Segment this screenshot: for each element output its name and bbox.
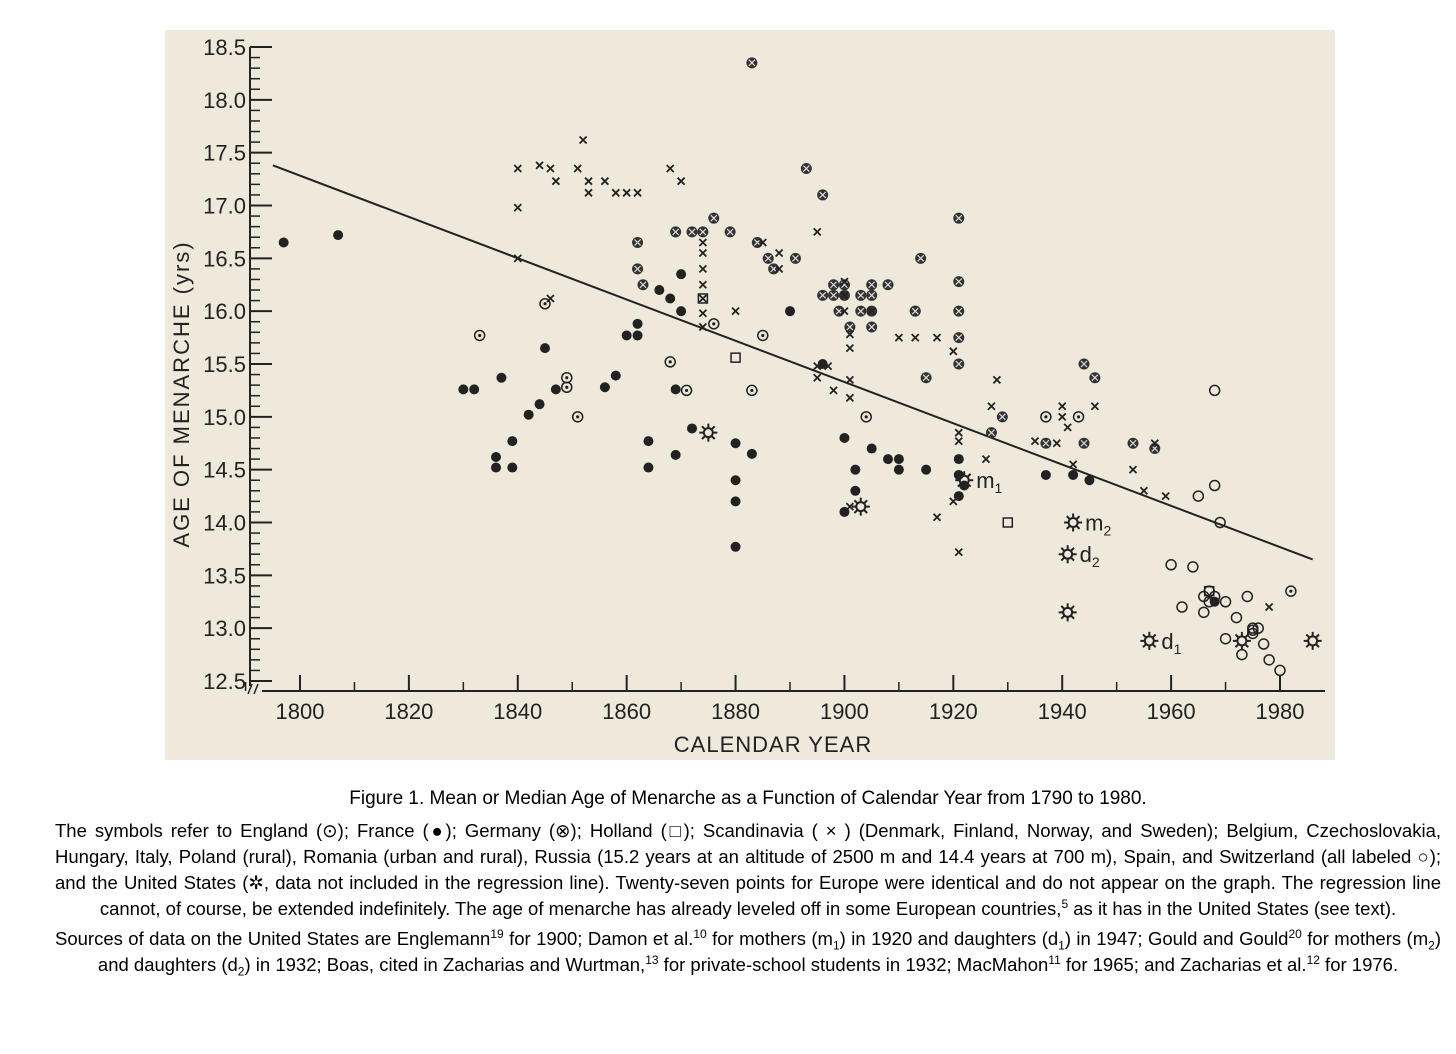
data-point-filled-circle — [540, 343, 550, 353]
data-point-filled-circle — [665, 293, 675, 303]
caption-text: for 1900; Damon et al. — [503, 928, 694, 949]
y-tick-label: 15.0 — [203, 404, 246, 430]
data-point-crossed-circle — [953, 306, 964, 317]
data-point-cross — [623, 189, 630, 196]
data-point-cross — [585, 178, 592, 185]
caption-text: The symbols refer to England (⊙); France (●); Germany (⊗); Holland (□); Scandinavia ( × ) (Denmark, Finland, Norway, and Sweden); Belgium, Czechoslovakia, Hungary, Italy, Poland (rural), Romania (urban and rural), Russia (15.2 years at an altitude of 2500 m and 14.4 years at 700 m), Spain, and Switzerland (all labeled ○); and the United States (✲, data not included in the regression line). Twenty-seven points for Europe were identical and do not appear on the graph. The regression line cannot, of course, be extended indefinitely. The age of menarche has already leveled off in some European countries, — [55, 820, 1441, 919]
data-point-filled-circle — [850, 465, 860, 475]
data-point-cross — [634, 189, 641, 196]
data-point-cross — [776, 250, 783, 257]
caption-superscript: 11 — [1048, 952, 1061, 967]
caption-superscript: 5 — [1061, 896, 1069, 911]
data-point-crossed-circle — [953, 332, 964, 343]
caption-text: ) and daughters (d — [97, 928, 1441, 975]
data-point-cross — [1032, 438, 1039, 445]
data-point-cross — [612, 189, 619, 196]
caption-superscript: 10 — [693, 926, 707, 941]
data-point-cross — [601, 178, 608, 185]
data-point-cross — [955, 549, 962, 556]
data-point-open-circle — [1275, 665, 1285, 675]
data-point-cross — [699, 250, 706, 257]
data-point-crossed-circle — [997, 411, 1008, 422]
x-tick-label: 1840 — [493, 699, 543, 724]
annotation-subscript: 1 — [1173, 640, 1182, 657]
data-point-cross — [846, 394, 853, 401]
data-point-cross — [574, 165, 581, 172]
data-point-crossed-circle — [866, 290, 877, 301]
data-point-open-circle — [1237, 650, 1247, 660]
data-point-circle-dot — [747, 385, 757, 395]
caption-text: for 1965; and Zacharias et al. — [1060, 954, 1307, 975]
data-point-filled-circle — [1041, 470, 1051, 480]
data-point-circle-dot — [758, 330, 768, 340]
data-point-filled-circle — [633, 330, 643, 340]
data-point-sunburst — [1233, 632, 1251, 650]
caption-text: Sources of data on the United States are Englemann — [55, 928, 491, 949]
data-point-open-circle — [1193, 491, 1203, 501]
data-point-crossed-circle — [844, 322, 855, 333]
data-point-cross — [846, 376, 853, 383]
data-point-cross — [950, 498, 957, 505]
data-point-crossed-circle — [1149, 443, 1160, 454]
annotation-subscript: 1 — [994, 480, 1003, 497]
data-point-open-circle — [1221, 597, 1231, 607]
data-point-cross — [912, 334, 919, 341]
data-point-filled-circle — [654, 285, 664, 295]
data-point-filled-circle — [883, 454, 893, 464]
caption-paragraph-sources — [55, 926, 1441, 978]
x-tick-label: 1960 — [1146, 699, 1196, 724]
data-point-cross — [895, 334, 902, 341]
data-point-sunburst — [1059, 545, 1077, 563]
caption-superscript: 13 — [645, 952, 659, 967]
data-point-crossed-circle — [953, 276, 964, 287]
data-point-circle-dot — [1074, 412, 1084, 422]
data-point-cross — [993, 376, 1000, 383]
data-point-filled-circle — [507, 436, 517, 446]
data-point-crossed-circle — [632, 263, 643, 274]
x-tick-label: 1800 — [275, 699, 325, 724]
data-point-circle-dot — [573, 412, 583, 422]
data-point-crossed-circle — [752, 237, 763, 248]
x-tick-label: 1940 — [1037, 699, 1087, 724]
data-point-filled-circle — [731, 496, 741, 506]
y-tick-label: 16.0 — [203, 299, 246, 325]
annotation-letter: d — [1161, 628, 1174, 654]
data-point-sunburst — [1140, 632, 1158, 650]
caption-text: ) in 1932; Boas, cited in Zacharias and Wurtman, — [244, 954, 646, 975]
caption-text: for mothers (m — [1301, 928, 1429, 949]
data-point-filled-circle — [731, 438, 741, 448]
caption-paragraph-symbols — [55, 818, 1441, 922]
data-point-filled-circle — [600, 382, 610, 392]
data-point-filled-circle — [921, 465, 931, 475]
data-point-filled-circle — [491, 452, 501, 462]
data-point-open-circle — [1210, 481, 1220, 491]
data-point-open-circle — [1242, 591, 1252, 601]
data-point-crossed-circle — [746, 57, 757, 68]
data-point-cross — [1091, 403, 1098, 410]
data-point-filled-circle — [643, 436, 653, 446]
regression-line — [273, 165, 1313, 559]
data-point-filled-circle — [747, 449, 757, 459]
data-point-crossed-circle — [817, 189, 828, 200]
annotation-letter: m — [976, 468, 995, 494]
data-point-filled-circle — [496, 373, 506, 383]
caption-text: ) in 1920 and daughters (d — [839, 928, 1059, 949]
data-point-sunburst — [1064, 514, 1082, 532]
caption-subscript: 1 — [1058, 938, 1065, 953]
data-point-open-circle — [1166, 560, 1176, 570]
data-point-circle-dot — [1041, 412, 1051, 422]
data-point-cross — [955, 438, 962, 445]
data-point-filled-circle — [535, 399, 545, 409]
data-point-filled-circle — [1084, 475, 1094, 485]
data-point-open-circle — [1259, 639, 1269, 649]
data-point-filled-circle — [622, 330, 632, 340]
scatter-chart — [165, 30, 1335, 760]
data-point-filled-circle — [671, 450, 681, 460]
data-point-crossed-circle — [828, 279, 839, 290]
data-point-cross — [1070, 461, 1077, 468]
data-point-circle-dot — [709, 319, 719, 329]
data-point-filled-circle — [469, 384, 479, 394]
data-point-cross — [552, 178, 559, 185]
data-point-sunburst — [955, 471, 973, 489]
data-point-cross — [514, 165, 521, 172]
x-tick-label: 1920 — [928, 699, 978, 724]
data-point-cross — [846, 345, 853, 352]
data-point-cross — [1266, 604, 1273, 611]
data-point-open-circle — [1231, 613, 1241, 623]
data-point-crossed-circle — [768, 263, 779, 274]
data-point-crossed-circle — [834, 306, 845, 317]
data-point-square — [1003, 518, 1012, 527]
x-tick-label: 1980 — [1255, 699, 1305, 724]
y-tick-label: 14.0 — [203, 510, 246, 536]
data-point-cross — [580, 136, 587, 143]
data-point-crossed-circle — [921, 372, 932, 383]
data-point-filled-circle — [1068, 470, 1078, 480]
x-tick-label: 1860 — [602, 699, 652, 724]
data-point-cross — [1059, 413, 1066, 420]
data-point-cross — [1064, 424, 1071, 431]
data-point-filled-circle — [551, 384, 561, 394]
data-point-filled-circle — [867, 444, 877, 454]
data-point-open-circle — [1177, 602, 1187, 612]
data-point-filled-circle — [894, 454, 904, 464]
data-point-cross — [1162, 493, 1169, 500]
data-point-cross — [732, 308, 739, 315]
data-point-crossed-circle — [866, 279, 877, 290]
data-point-cross — [667, 165, 674, 172]
data-point-open-circle — [1188, 562, 1198, 572]
chart-area — [165, 30, 1335, 760]
data-point-circle-dot — [562, 373, 572, 383]
data-point-cross — [585, 189, 592, 196]
y-tick-label: 16.5 — [203, 246, 246, 272]
data-point-cross — [988, 403, 995, 410]
annotation-letter: m — [1085, 510, 1104, 536]
data-point-sunburst — [1304, 632, 1322, 650]
caption-subscript: 1 — [832, 938, 840, 953]
annotation-subscript: 2 — [1091, 554, 1100, 571]
data-point-circle-dot — [1286, 586, 1296, 596]
data-point-filled-circle — [507, 463, 517, 473]
data-point-filled-circle — [279, 237, 289, 247]
data-point-crossed-circle — [687, 226, 698, 237]
data-point-crossed-circle — [1079, 359, 1090, 370]
data-point-filled-circle — [458, 384, 468, 394]
figure-caption — [55, 786, 1441, 982]
data-point-cross — [699, 310, 706, 317]
data-point-crossed-circle — [855, 306, 866, 317]
data-point-open-circle — [1199, 607, 1209, 617]
data-point-crossed-circle — [915, 253, 926, 264]
data-point-square — [731, 353, 740, 362]
caption-text: ) in 1947; Gould and Gould — [1064, 928, 1289, 949]
data-point-cross — [1130, 466, 1137, 473]
data-point-crossed-circle — [790, 253, 801, 264]
data-point-open-circle — [1264, 655, 1274, 665]
data-point-circle-dot — [682, 385, 692, 395]
data-point-cross — [1053, 440, 1060, 447]
data-point-filled-circle — [671, 384, 681, 394]
data-point-cross — [699, 281, 706, 288]
data-point-cross — [814, 228, 821, 235]
caption-text: for mothers (m — [706, 928, 833, 949]
data-point-cross — [1059, 403, 1066, 410]
y-tick-label: 17.0 — [203, 193, 246, 219]
data-point-crossed-circle — [708, 213, 719, 224]
data-point-crossed-circle — [1079, 438, 1090, 449]
caption-title: Figure 1. Mean or Median Age of Menarche as a Function of Calendar Year from 1790 to 1980. — [349, 788, 1147, 809]
point-annotation — [1080, 542, 1100, 570]
data-point-filled-circle — [731, 542, 741, 552]
data-point-crossed-circle — [910, 306, 921, 317]
y-tick-label: 14.5 — [203, 457, 246, 483]
data-point-crossed-circle — [855, 290, 866, 301]
data-point-cross — [934, 334, 941, 341]
annotation-subscript: 2 — [1103, 522, 1112, 539]
data-point-filled-circle — [633, 319, 643, 329]
data-point-crossed-circle — [725, 226, 736, 237]
data-point-filled-circle — [333, 230, 343, 240]
data-point-circle-dot — [475, 330, 485, 340]
y-tick-label: 18.0 — [203, 87, 246, 113]
caption-text: for private-school students in 1932; MacMahon — [658, 954, 1049, 975]
caption-superscript: 12 — [1306, 952, 1320, 967]
data-point-crossed-circle — [801, 163, 812, 174]
data-point-crossed-circle — [866, 322, 877, 333]
caption-subscript: 2 — [237, 964, 245, 979]
data-point-cross — [699, 295, 706, 302]
data-point-open-circle — [1221, 634, 1231, 644]
caption-superscript: 19 — [490, 926, 504, 941]
y-tick-label: 13.5 — [203, 563, 246, 589]
data-point-filled-circle — [731, 475, 741, 485]
data-point-crossed-circle — [883, 279, 894, 290]
data-point-crossed-circle — [670, 226, 681, 237]
y-tick-label: 17.5 — [203, 140, 246, 166]
data-point-circle-dot — [562, 382, 572, 392]
data-point-crossed-circle — [953, 359, 964, 370]
data-point-cross — [699, 265, 706, 272]
data-point-cross — [955, 429, 962, 436]
data-point-circle-dot — [861, 412, 871, 422]
data-point-crossed-circle — [828, 290, 839, 301]
caption-subscript: 2 — [1428, 938, 1435, 953]
data-point-open-circle — [1210, 385, 1220, 395]
point-annotation — [1085, 511, 1111, 539]
data-point-crossed-circle — [1128, 438, 1139, 449]
data-point-cross — [950, 348, 957, 355]
data-point-cross — [547, 165, 554, 172]
data-point-crossed-circle — [1089, 372, 1100, 383]
caption-body — [55, 818, 1441, 978]
data-point-filled-circle — [611, 371, 621, 381]
data-point-filled-circle — [850, 486, 860, 496]
data-point-cross — [536, 162, 543, 169]
y-axis-label: AGE OF MENARCHE (yrs) — [169, 240, 194, 548]
data-point-filled-circle — [676, 269, 686, 279]
data-point-sunburst — [852, 498, 870, 516]
data-point-filled-circle — [839, 433, 849, 443]
data-point-crossed-circle — [638, 279, 649, 290]
data-point-cross — [699, 239, 706, 246]
x-axis-label: CALENDAR YEAR — [673, 732, 873, 757]
data-point-cross — [830, 387, 837, 394]
data-point-sunburst — [1059, 603, 1077, 621]
data-point-filled-circle — [894, 465, 904, 475]
data-point-crossed-circle — [953, 213, 964, 224]
caption-text: as it has in the United States (see text). — [1068, 898, 1397, 919]
data-point-cross — [678, 178, 685, 185]
data-point-crossed-circle — [632, 237, 643, 248]
data-point-crossed-circle — [1040, 438, 1051, 449]
caption-text: for 1976. — [1319, 954, 1399, 975]
point-annotation — [1161, 629, 1181, 657]
data-point-filled-circle — [491, 463, 501, 473]
data-point-filled-circle — [643, 463, 653, 473]
data-point-cross — [547, 295, 554, 302]
annotation-letter: d — [1079, 542, 1092, 568]
data-point-circle-dot — [665, 357, 675, 367]
x-tick-label: 1900 — [819, 699, 869, 724]
x-tick-label: 1880 — [711, 699, 761, 724]
point-annotation — [976, 468, 1002, 496]
y-tick-label: 12.5 — [203, 669, 246, 694]
data-point-crossed-circle — [817, 290, 828, 301]
data-point-filled-circle — [687, 423, 697, 433]
x-tick-label: 1820 — [384, 699, 434, 724]
y-tick-label: 13.0 — [203, 616, 246, 642]
data-point-cross — [983, 456, 990, 463]
data-point-filled-circle — [676, 306, 686, 316]
data-point-cross — [814, 374, 821, 381]
data-point-sunburst — [699, 424, 717, 442]
y-tick-label: 15.5 — [203, 352, 246, 377]
caption-superscript: 20 — [1288, 926, 1302, 941]
data-point-cross — [514, 204, 521, 211]
data-point-crossed-circle — [986, 427, 997, 438]
data-point-crossed-circle — [697, 226, 708, 237]
data-point-cross — [1140, 487, 1147, 494]
y-tick-label: 18.5 — [203, 35, 246, 60]
data-point-crossed-circle — [763, 253, 774, 264]
data-point-cross — [934, 514, 941, 521]
data-point-filled-circle — [524, 410, 534, 420]
